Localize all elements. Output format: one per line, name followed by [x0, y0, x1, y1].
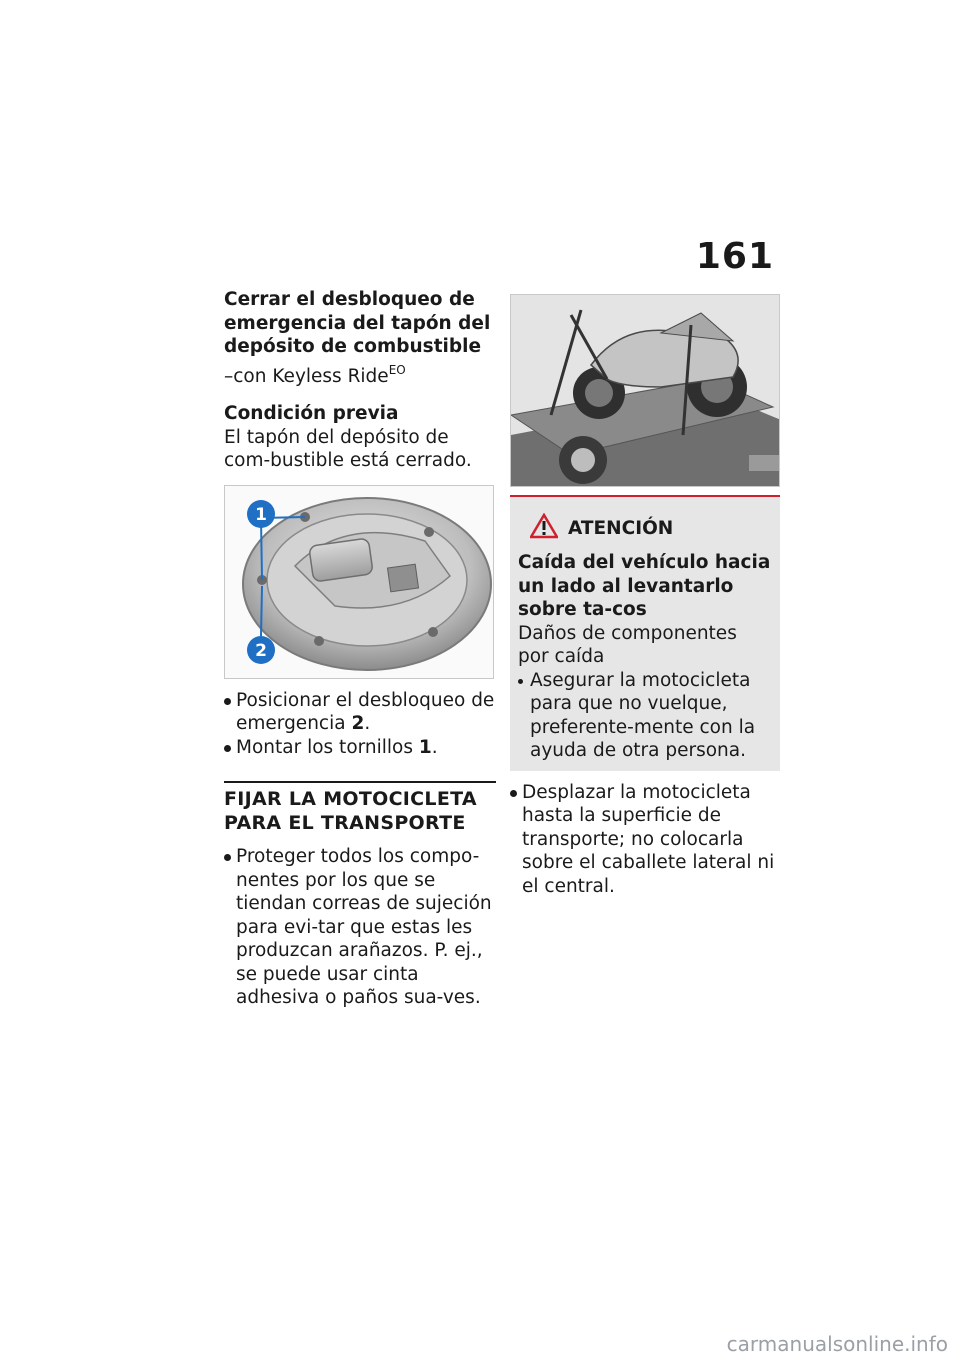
warning-header [530, 513, 772, 543]
step-item [224, 736, 496, 760]
step-end: . [364, 713, 371, 734]
warning-title: ATENCIÓN [568, 517, 674, 539]
precondition-title: Condición previa [224, 403, 399, 424]
right-step-item: Desplazar la motocicleta hasta la superficie de transporte; no colocarla sobre el caballete lateral ni el central. [510, 781, 780, 899]
watermark: carmanualsonline.info [726, 1332, 948, 1356]
warning-box [510, 495, 780, 771]
procedure-heading: Cerrar el desbloqueo de emergencia del tapón del depósito de combustible [224, 289, 491, 357]
left-column [224, 288, 496, 1010]
step-ref: 2 [351, 713, 365, 734]
step-list [224, 689, 496, 760]
option-code: EO [388, 362, 406, 377]
right-step-list [510, 781, 780, 899]
motorcycle-trailer-figure [510, 294, 780, 487]
warning-subtitle: Caída del vehículo hacia un lado al levantarlo sobre ta-cos [518, 552, 771, 620]
warning-text: Daños de componentes por caída [518, 622, 737, 667]
step-ref: 1 [418, 736, 432, 758]
motorcycle-illustration [511, 295, 780, 487]
section-step-list [224, 845, 496, 1010]
step-item [224, 689, 496, 736]
fuel-cap-illustration [225, 486, 494, 679]
step-text: Montar los tornillos [236, 736, 419, 758]
section-step-item: Proteger todos los compo-nentes por los que se tiendan correas de sujeción para evi-tar que estas les produzcan arañazos. P. ej., se puede usar cinta adhesiva o paños sua-ves. [224, 845, 496, 1010]
fuel-cap-figure [224, 485, 494, 679]
warning-item: Asegurar la motocicleta para que no vuelque, preferente-mente con la ayuda de otra persona. [518, 669, 772, 763]
warning-triangle-icon [530, 513, 558, 543]
section-heading: FIJAR LA MOTOCICLETA PARA EL TRANSPORTE [224, 781, 496, 835]
page-number: 161 [695, 236, 774, 277]
callout-label-2: 2 [255, 640, 267, 661]
callout-label-1: 1 [255, 504, 267, 525]
option-note [224, 359, 496, 389]
step-text: Posicionar el desbloqueo de emergencia [236, 689, 495, 734]
warning-list [518, 669, 772, 763]
right-column [510, 294, 780, 898]
option-prefix: –con Keyless Ride [224, 365, 389, 387]
step-end: . [431, 736, 438, 758]
precondition-text: El tapón del depósito de com-bustible está cerrado. [224, 426, 472, 471]
